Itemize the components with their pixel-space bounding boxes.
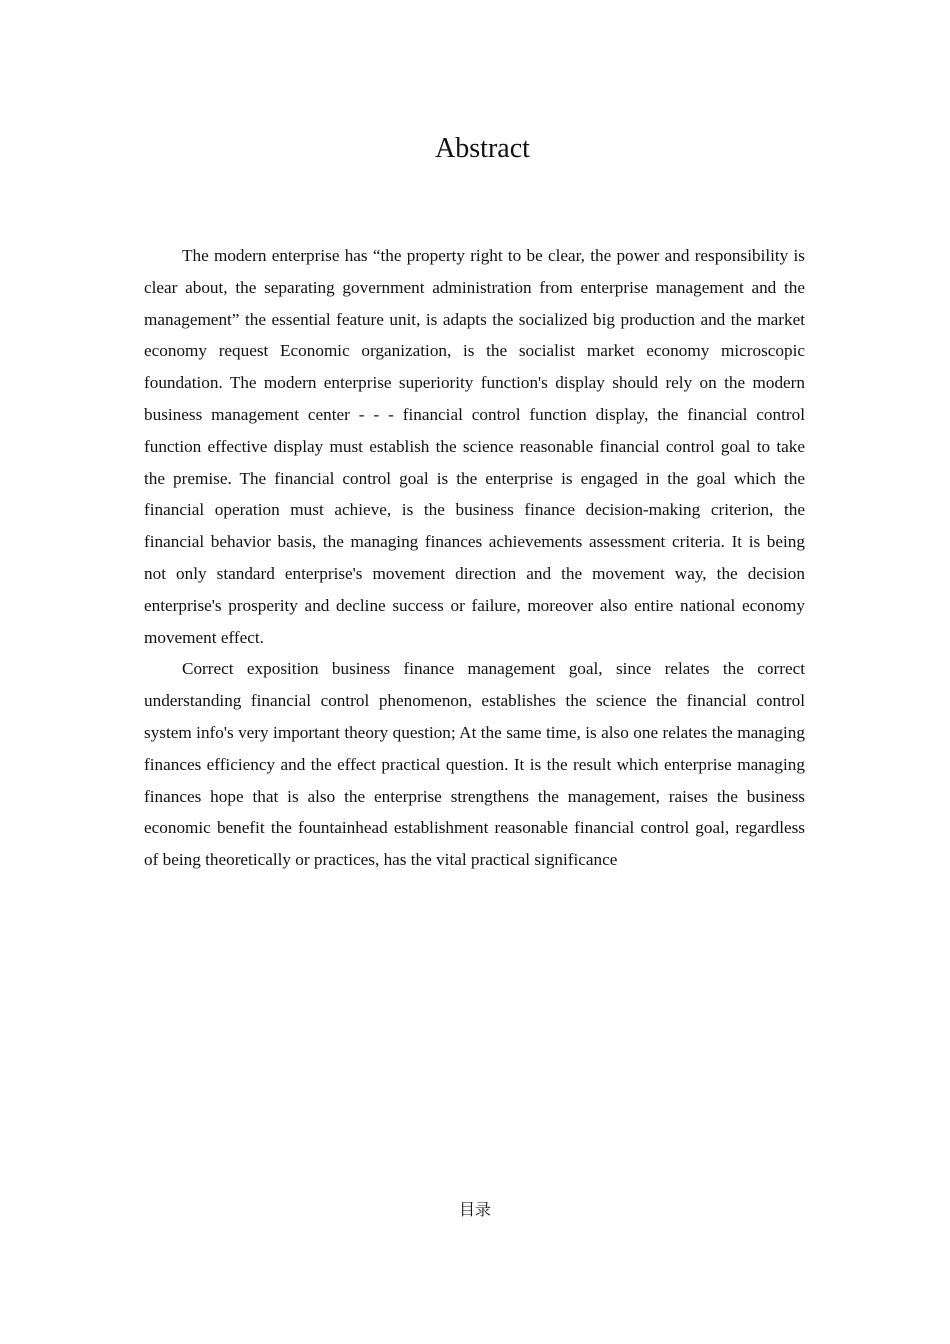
abstract-paragraph-2: Correct exposition business finance management goal, since relates the correct understanding financial control phenomenon, establishes the science the financial control system info's very important theory question; At the same time, is also one relates the managing finances efficiency and the effect practical question. It is the result which enterprise managing finances hope that is also the enterprise strengthens the management, raises the business economic benefit the fountainhead establishment reasonable financial control goal, regardless of being theoretically or practices, has the vital practical significance [144,659,805,870]
abstract-paragraph-1: The modern enterprise has “the property right to be clear, the power and responsibility is clear about, the separating government administration from enterprise management and the management” the essential feature unit, is adapts the socialized big production and the market economy request Economic organization, is the socialist market economy microscopic foundation. The modern enterprise superiority function's display should rely on the modern business management center - - - financial control function display, the financial control function effective display must establish the science reasonable financial control goal to take the premise. The financial control goal is the enterprise is engaged in the goal which the financial operation must achieve, is the business finance decision-making criterion, the financial behavior basis, the managing finances achievements assessment criteria. It is being not only standard enterprise's movement direction and the movement way, the decision enterprise's prosperity and decline success or failure, moreover also entire national economy movement effect. [144,246,805,647]
page-footer: 目录 [458,1200,491,1219]
abstract-body [144,240,805,876]
page-title: Abstract [435,133,530,164]
